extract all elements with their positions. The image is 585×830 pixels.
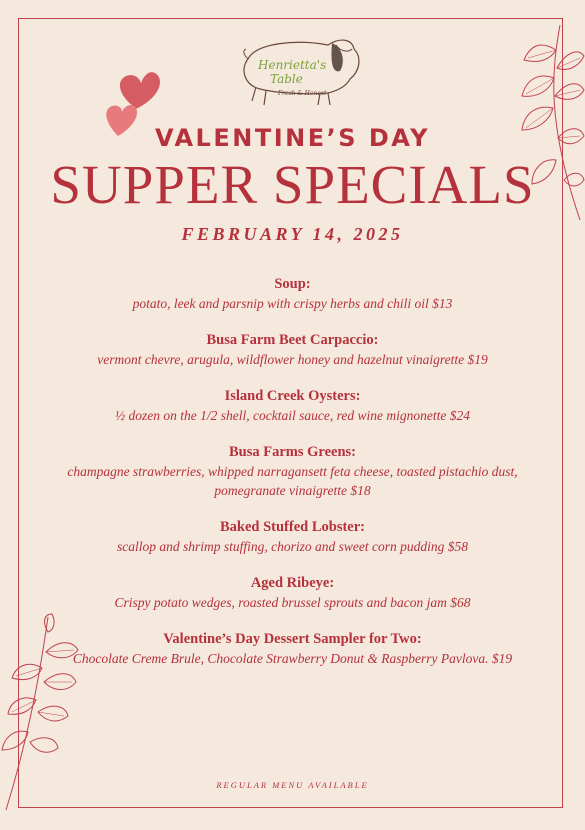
menu-item: [40, 629, 545, 668]
menu-item: [40, 330, 545, 369]
menu-item-description: scallop and shrimp stuffing, chorizo and sweet corn pudding $58: [117, 539, 468, 554]
menu-item-name: Soup:: [274, 276, 311, 292]
menu-item: [40, 573, 545, 612]
menu-item-description: ½ dozen on the 1/2 shell, cocktail sauce, red wine mignonette $24: [115, 408, 470, 423]
menu-item: [40, 442, 545, 500]
menu-item: [40, 386, 545, 425]
menu-item-description: Crispy potato wedges, roasted brussel sprouts and bacon jam $68: [114, 595, 471, 610]
menu-item-description: champagne strawberries, whipped narragansett feta cheese, toasted pistachio dust, pomegranate vinaigrette $18: [67, 464, 518, 498]
menu-item: [40, 517, 545, 556]
footer-note: REGULAR MENU AVAILABLE: [216, 780, 369, 790]
menu-list: [40, 274, 545, 685]
event-date: FEBRUARY 14, 2025: [181, 224, 404, 244]
menu-item-name: Busa Farm Beet Carpaccio:: [206, 332, 379, 348]
header-kicker: VALENTINE’S DAY: [155, 124, 430, 152]
page-title: SUPPER SPECIALS: [50, 154, 535, 215]
pig-logo-icon: [236, 31, 366, 111]
logo-line1: Henrietta's: [258, 58, 327, 72]
menu-item: [40, 274, 545, 313]
logo-line2: Table: [270, 72, 303, 86]
menu-item-description: potato, leek and parsnip with crispy herbs and chili oil $13: [132, 296, 453, 311]
menu-item-name: Island Creek Oysters:: [224, 388, 361, 404]
menu-item-name: Busa Farms Greens:: [228, 444, 356, 460]
logo-line3: Fresh & Honest: [278, 90, 327, 97]
menu-item-name: Valentine’s Day Dessert Sampler for Two:: [163, 631, 422, 647]
menu-item-name: Baked Stuffed Lobster:: [219, 519, 365, 535]
menu-item-name: Aged Ribeye:: [250, 575, 335, 591]
menu-item-description: Chocolate Creme Brule, Chocolate Strawberry Donut & Raspberry Pavlova. $19: [72, 651, 513, 666]
restaurant-logo: [236, 31, 366, 111]
menu-item-description: vermont chevre, arugula, wildflower honey and hazelnut vinaigrette $19: [97, 352, 488, 367]
